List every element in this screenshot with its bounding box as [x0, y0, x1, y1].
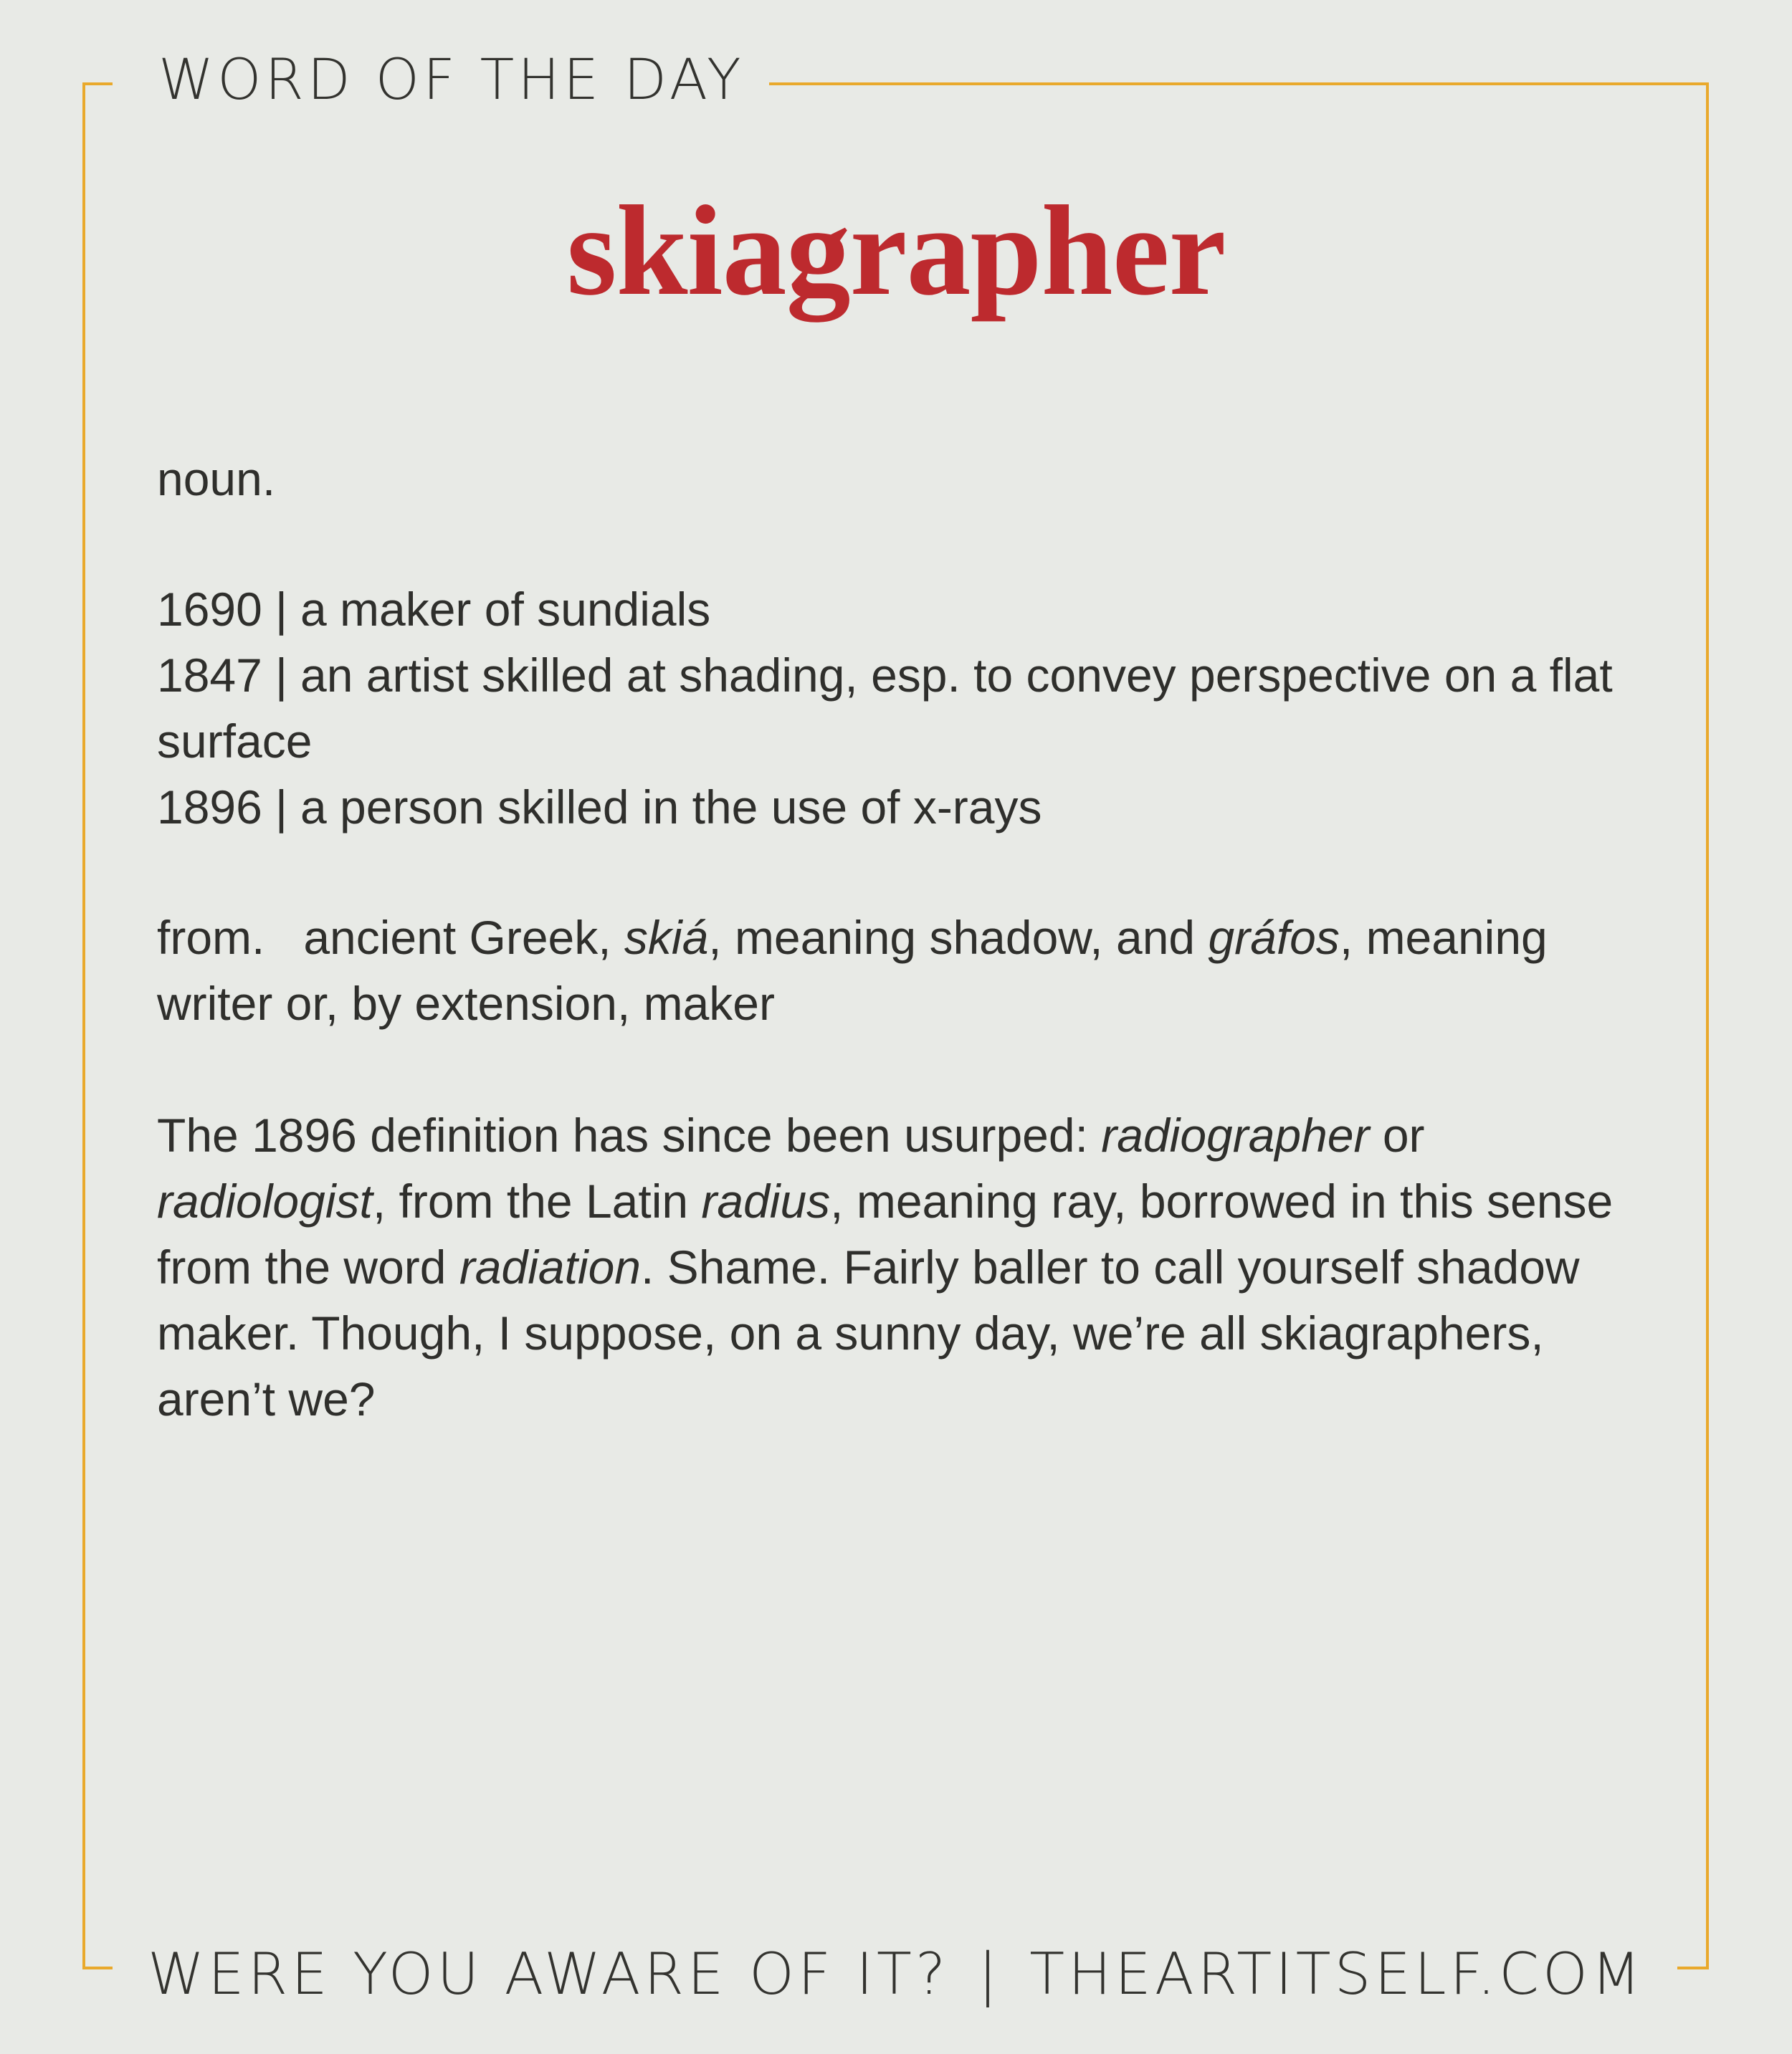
featured-word: skiagrapher — [566, 179, 1226, 322]
definition-row — [157, 576, 1648, 642]
definition-row — [157, 774, 1648, 840]
commentary-text: . Shame. Fairly baller to call yourself shadow maker. Though, I suppose, on a sunny day, we’re all skiagraphers, aren’t we? — [157, 1241, 1580, 1425]
commentary-term: radiographer — [1101, 1109, 1370, 1162]
etymology-text: ancient Greek, — [303, 911, 624, 964]
footer — [0, 1935, 1792, 2014]
definition-year: 1847 — [157, 649, 262, 702]
footer-separator: | — [978, 1941, 1001, 2007]
footer-site: THEARTITSELF.COM — [1029, 1941, 1645, 2007]
definition-year: 1896 — [157, 780, 262, 833]
commentary-text: , meaning ray, borrowed in this sense from the word — [157, 1175, 1614, 1294]
etymology-text: , meaning writer or, by extension, maker — [157, 911, 1548, 1030]
etymology-term: gráfos — [1208, 911, 1340, 964]
definition-row — [157, 642, 1648, 774]
commentary-term: radiologist — [157, 1175, 373, 1228]
definition-text: a maker of sundials — [300, 583, 711, 636]
etymology — [157, 904, 1648, 1036]
etymology-label: from. — [157, 911, 265, 964]
commentary-term: radius — [701, 1175, 831, 1228]
definition-separator: | — [275, 649, 287, 702]
part-of-speech: noun. — [157, 452, 276, 505]
commentary-term: radiation — [459, 1241, 641, 1294]
commentary-paragraph — [157, 1102, 1634, 1432]
footer-question: WERE YOU AWARE OF IT? — [147, 1941, 950, 2007]
commentary-text: or — [1369, 1109, 1425, 1162]
frame-top-left-border — [82, 82, 113, 85]
commentary-text: , from the Latin — [372, 1175, 702, 1228]
definition-separator: | — [275, 583, 287, 636]
frame-right-border — [1706, 82, 1709, 1969]
definition-text: an artist skilled at shading, esp. to convey perspective on a flat surface — [157, 649, 1613, 768]
frame-left-border — [82, 82, 85, 1969]
frame-top-right-border — [769, 82, 1709, 85]
etymology-text: , meaning shadow, and — [708, 911, 1209, 964]
commentary-text: The 1896 definition has since been usurped: — [157, 1109, 1102, 1162]
definition-separator: | — [275, 780, 287, 833]
definition-year: 1690 — [157, 583, 262, 636]
etymology-term: skiá — [624, 911, 709, 964]
definition-text: a person skilled in the use of x-rays — [300, 780, 1042, 833]
page-heading: WORD OF THE DAY — [158, 48, 745, 113]
definitions-list — [157, 576, 1648, 840]
